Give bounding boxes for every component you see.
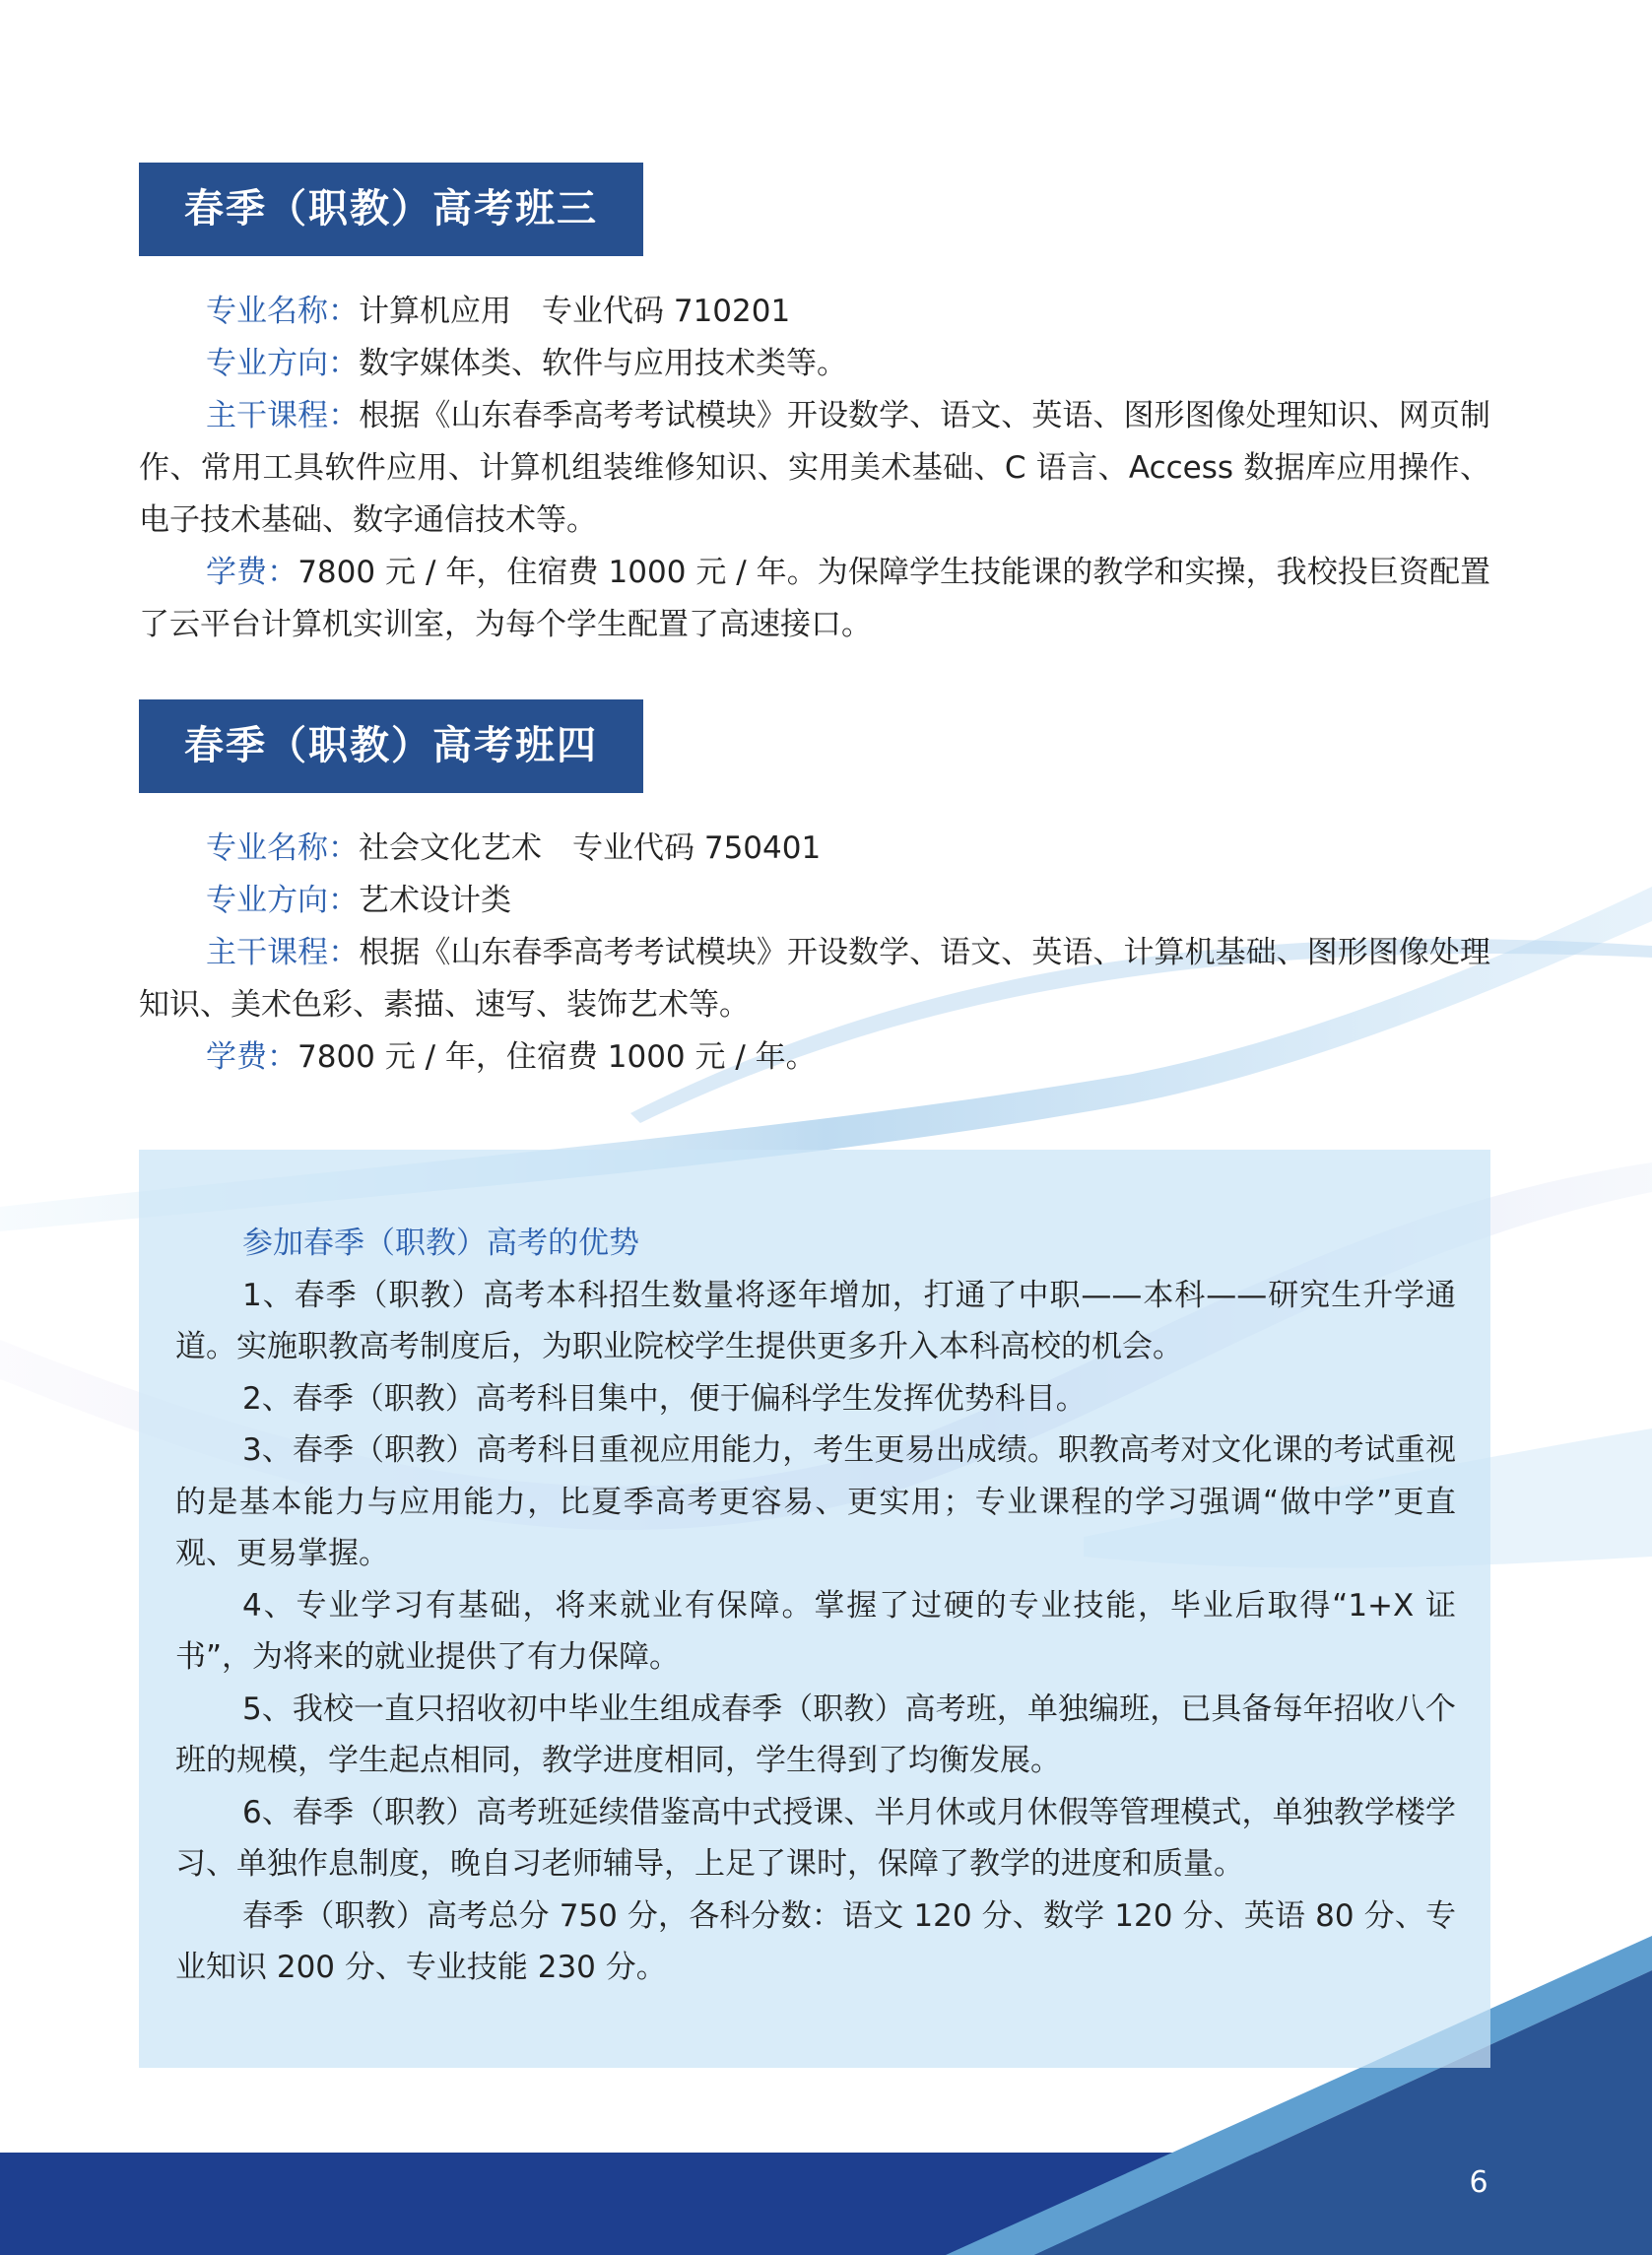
courses-label: 主干课程：: [206, 935, 360, 970]
section-4-fee-row: [139, 1031, 1490, 1084]
section-3-major-row: [139, 286, 1490, 338]
section-3-fee-row: [139, 547, 1490, 651]
direction-label: 专业方向：: [206, 346, 359, 381]
advantage-paragraph-1: 1、春季（职教）高考本科招生数量将逐年增加，打通了中职——本科——研究生升学通道。实施职教高考制度后，为职业院校学生提供更多升入本科高校的机会。: [175, 1277, 1456, 1364]
page-number: 6: [1469, 2165, 1488, 2200]
advantages-title: 参加春季（职教）高考的优势: [242, 1226, 639, 1261]
major-label: 专业名称：: [206, 830, 359, 866]
fee-value: 7800 元 / 年，住宿费 1000 元 / 年。为保障学生技能课的教学和实操，我校投巨资配置了云平台计算机实训室，为每个学生配置了高速接口。: [139, 555, 1491, 642]
advantage-paragraph-3: 3、春季（职教）高考科目重视应用能力，考生更易出成绩。职教高考对文化课的考试重视的是基本能力与应用能力，比夏季高考更容易、更实用；专业课程的学习强调“做中学”更直观、更易掌握。: [175, 1432, 1456, 1571]
advantage-paragraph-5: 5、我校一直只招收初中毕业生组成春季（职教）高考班，单独编班，已具备每年招收八个班的规模，学生起点相同，教学进度相同，学生得到了均衡发展。: [175, 1691, 1456, 1778]
fee-label: 学费：: [206, 555, 298, 590]
section-4-title: 春季（职教）高考班四: [139, 699, 643, 793]
section-4-major-row: [139, 823, 1490, 875]
advantage-paragraph-6: 6、春季（职教）高考班延续借鉴高中式授课、半月休或月休假等管理模式，单独教学楼学习、单独作息制度，晚自习老师辅导，上足了课时，保障了教学的进度和质量。: [175, 1794, 1456, 1882]
section-3-title: 春季（职教）高考班三: [139, 163, 643, 256]
fee-label: 学费：: [206, 1039, 297, 1075]
major-label: 专业名称：: [206, 294, 359, 329]
major-value: 社会文化艺术 专业代码 750401: [359, 830, 822, 866]
advantage-paragraph-2: 2、春季（职教）高考科目集中，便于偏科学生发挥优势科目。: [242, 1380, 1087, 1417]
direction-label: 专业方向：: [206, 883, 359, 918]
advantages-text: [175, 1218, 1456, 1994]
section-3-courses-row: [139, 390, 1490, 547]
courses-label: 主干课程：: [206, 398, 360, 433]
section-3-direction-row: [139, 338, 1490, 390]
section-4-details: [139, 823, 1490, 1084]
courses-value: 根据《山东春季高考考试模块》开设数学、语文、英语、计算机基础、图形图像处理知识、美术色彩、素描、速写、装饰艺术等。: [139, 935, 1491, 1023]
major-value: 计算机应用 专业代码 710201: [359, 294, 791, 329]
direction-value: 数字媒体类、软件与应用技术类等。: [359, 346, 847, 381]
courses-value: 根据《山东春季高考考试模块》开设数学、语文、英语、图形图像处理知识、网页制作、常用工具软件应用、计算机组装维修知识、实用美术基础、C 语言、Access 数据库应用操作、电子技术基础、数字通信技术等。: [139, 398, 1491, 538]
fee-value: 7800 元 / 年，住宿费 1000 元 / 年。: [297, 1039, 817, 1075]
section-4-courses-row: [139, 927, 1490, 1031]
section-3-details: [139, 286, 1490, 651]
score-summary: 春季（职教）高考总分 750 分，各科分数：语文 120 分、数学 120 分、英语 80 分、专业知识 200 分、专业技能 230 分。: [175, 1897, 1456, 1985]
direction-value: 艺术设计类: [359, 883, 511, 918]
section-4-direction-row: [139, 875, 1490, 927]
advantage-paragraph-4: 4、专业学习有基础，将来就业有保障。掌握了过硬的专业技能，毕业后取得“1+X 证书”，为将来的就业提供了有力保障。: [175, 1587, 1456, 1675]
